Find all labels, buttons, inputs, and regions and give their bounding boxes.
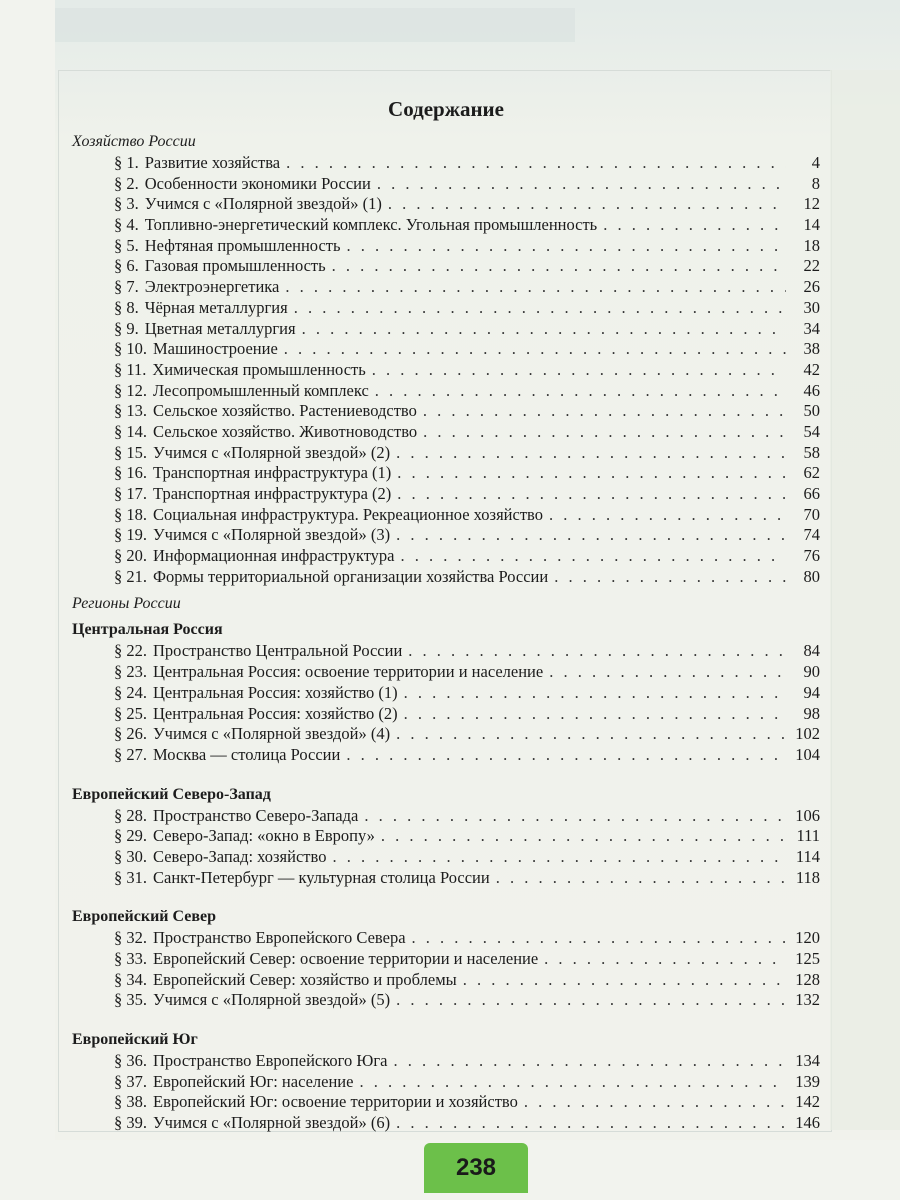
toc-entry[interactable] — [72, 949, 820, 970]
toc-entry-number: § 12. — [114, 380, 147, 400]
toc-entry-page: 76 — [803, 546, 820, 566]
toc-leader-dots — [332, 847, 786, 868]
toc-entry[interactable] — [72, 990, 820, 1011]
toc-leader-dots — [423, 401, 786, 422]
toc-entry-page: 18 — [803, 235, 820, 255]
toc-leader-dots — [549, 662, 786, 683]
toc-entry-number: § 7. — [114, 277, 139, 297]
toc-entry[interactable] — [72, 1092, 820, 1113]
toc-entry-page: 74 — [803, 525, 820, 545]
toc-leader-dots — [284, 339, 786, 360]
toc-leader-dots — [404, 704, 786, 725]
toc-leader-dots — [397, 463, 786, 484]
toc-entry[interactable] — [72, 567, 820, 588]
toc-entry-number: § 24. — [114, 682, 147, 702]
page-number-badge: 238 — [424, 1143, 528, 1193]
toc-entry-title: Санкт-Петербург — культурная столица России — [153, 867, 490, 887]
toc-entry-number: § 30. — [114, 846, 147, 866]
toc-entry-title: Развитие хозяйства — [144, 153, 281, 172]
toc-entry-title: Транспортная инфраструктура (1) — [153, 463, 392, 483]
toc-entry-number: § 16. — [114, 463, 147, 483]
toc-entry-number: § 37. — [114, 1071, 147, 1091]
page-title: Содержание — [388, 97, 504, 121]
toc-entry-number: § 6. — [114, 256, 139, 276]
toc-entry-page: 4 — [811, 153, 820, 172]
toc-entry-page: 102 — [795, 724, 820, 744]
toc-entry[interactable] — [72, 724, 820, 745]
toc-entry[interactable] — [72, 256, 820, 277]
toc-leader-dots — [285, 277, 786, 298]
toc-entry-number: § 13. — [114, 401, 147, 421]
toc-leader-dots — [544, 949, 786, 970]
toc-entry-title: Лесопромышленный комплекс — [153, 380, 369, 400]
toc-entry-number: § 15. — [114, 442, 147, 462]
toc-entry-number: § 31. — [114, 867, 147, 887]
toc-entry-page: 50 — [803, 401, 820, 421]
toc-leader-dots — [372, 360, 786, 381]
toc-entry-title: Электроэнергетика — [144, 277, 280, 297]
toc-entry-number: § 33. — [114, 949, 147, 968]
toc-entry[interactable] — [72, 1072, 820, 1093]
toc-entry-page: 132 — [795, 990, 820, 1010]
toc-entry[interactable] — [72, 215, 820, 236]
toc-leader-dots — [302, 319, 786, 340]
toc-entry-number: § 18. — [114, 504, 147, 524]
toc-leader-dots — [396, 443, 786, 464]
section-heading-economy: Хозяйство России — [72, 133, 196, 150]
toc-entry-number: § 22. — [114, 641, 147, 661]
toc-entry[interactable] — [72, 194, 820, 215]
toc-entry-title: Нефтяная промышленность — [144, 235, 341, 255]
toc-entry-number: § 36. — [114, 1051, 147, 1071]
toc-entry[interactable] — [72, 683, 820, 704]
toc-entry-title: Учимся с «Полярной звездой» (2) — [153, 442, 391, 462]
toc-entry-page: 120 — [795, 928, 820, 948]
toc-entry-title: Москва — столица России — [153, 744, 341, 764]
toc-leader-dots — [364, 806, 786, 827]
toc-entry[interactable] — [72, 704, 820, 725]
toc-entry-title: Особенности экономики России — [144, 173, 371, 193]
toc-leader-dots — [396, 724, 786, 745]
toc-entry-title: Центральная Россия: хозяйство (2) — [153, 703, 398, 723]
toc-entry-title: Пространство Европейского Севера — [153, 928, 406, 948]
toc-entry-title: Пространство Центральной России — [153, 641, 403, 661]
toc-entry-number: § 14. — [114, 421, 147, 441]
toc-leader-dots — [377, 174, 786, 195]
toc-entry-page: 46 — [803, 380, 820, 400]
toc-entry-number: § 19. — [114, 525, 147, 545]
toc-leader-dots — [346, 745, 786, 766]
toc-entry[interactable] — [72, 970, 820, 991]
toc-leader-dots — [412, 928, 786, 949]
toc-entry-page: 125 — [795, 949, 820, 968]
background-header-strip — [55, 8, 575, 42]
toc-entry[interactable] — [72, 401, 820, 422]
toc-entry-number: § 35. — [114, 990, 147, 1010]
toc-leader-dots — [396, 525, 786, 546]
toc-entry-number: § 11. — [114, 359, 147, 379]
toc-entry-title: Европейский Север: хозяйство и проблемы — [153, 969, 457, 989]
toc-entry[interactable] — [72, 153, 820, 174]
toc-entry[interactable] — [72, 339, 820, 360]
region-group-heading: Европейский Север — [72, 908, 216, 926]
toc-entry-title: Транспортная инфраструктура (2) — [153, 484, 392, 503]
toc-entry[interactable] — [72, 277, 820, 298]
toc-leader-dots — [396, 990, 786, 1011]
toc-leader-dots — [463, 970, 786, 991]
toc-entry-page: 90 — [803, 662, 820, 682]
region-group-heading: Европейский Северо-Запад — [72, 785, 271, 803]
toc-entry-page: 134 — [795, 1051, 820, 1071]
toc-entry-title: Чёрная металлургия — [144, 297, 288, 317]
toc-entry-number: § 21. — [114, 566, 147, 586]
toc-leader-dots — [388, 194, 786, 215]
toc-entry[interactable] — [72, 463, 820, 484]
toc-leader-dots — [381, 826, 786, 847]
toc-entry-number: § 3. — [114, 194, 139, 214]
toc-entry[interactable] — [72, 443, 820, 464]
toc-entry-page: 34 — [803, 318, 820, 338]
toc-entry[interactable] — [72, 1051, 820, 1072]
toc-leader-dots — [397, 484, 786, 505]
toc-entry-title: Учимся с «Полярной звездой» (1) — [144, 194, 382, 214]
toc-leader-dots — [496, 868, 786, 889]
toc-entry-title: Машиностроение — [153, 339, 278, 359]
toc-leader-dots — [294, 298, 786, 319]
toc-entry[interactable] — [72, 662, 820, 683]
toc-entry-number: § 1. — [114, 153, 139, 172]
toc-entry-page: 142 — [795, 1092, 820, 1112]
toc-entry-title: Формы территориальной организации хозяйства России — [153, 566, 549, 586]
toc-leader-dots — [401, 546, 786, 567]
toc-entry-title: Сельское хозяйство. Растениеводство — [153, 401, 417, 421]
toc-entry-number: § 25. — [114, 703, 147, 723]
toc-entry[interactable] — [72, 484, 820, 505]
toc-entry-number: § 29. — [114, 826, 147, 846]
toc-entry[interactable] — [72, 847, 820, 868]
toc-leader-dots — [396, 1113, 786, 1134]
toc-entry-page: 139 — [795, 1071, 820, 1091]
toc-leader-dots — [347, 236, 786, 257]
toc-entry[interactable] — [72, 360, 820, 381]
toc-entry-page: 62 — [803, 463, 820, 483]
region-group-heading: Центральная Россия — [72, 621, 223, 639]
toc-entry-title: Северо-Запад: хозяйство — [153, 846, 327, 866]
toc-leader-dots — [423, 422, 786, 443]
toc-entry-number: § 4. — [114, 215, 139, 235]
toc-leader-dots — [408, 641, 786, 662]
toc-entry-page: 42 — [803, 359, 820, 379]
toc-entry[interactable] — [72, 319, 820, 340]
toc-entry-title: Учимся с «Полярной звездой» (5) — [153, 990, 391, 1010]
toc-entry[interactable] — [72, 236, 820, 257]
toc-entry[interactable] — [72, 525, 820, 546]
toc-entry-title: Учимся с «Полярной звездой» (6) — [153, 1113, 391, 1133]
toc-entry-number: § 28. — [114, 805, 147, 825]
toc-entry-title: Социальная инфраструктура. Рекреационное хозяйство — [153, 504, 543, 524]
toc-entry-page: 106 — [795, 805, 820, 825]
toc-entry-page: 104 — [795, 744, 820, 764]
section-heading-regions: Регионы России — [72, 595, 181, 613]
toc-entry[interactable] — [72, 928, 820, 949]
toc-entry[interactable] — [72, 174, 820, 195]
toc-entry-number: § 9. — [114, 318, 139, 338]
toc-entry[interactable] — [72, 422, 820, 443]
toc-entry[interactable] — [72, 381, 820, 402]
toc-entry-title: Центральная Россия: хозяйство (1) — [153, 682, 398, 702]
toc-entry-number: § 20. — [114, 546, 147, 566]
toc-entry-page: 12 — [803, 194, 820, 214]
toc-leader-dots — [375, 381, 786, 402]
toc-leader-dots — [332, 256, 786, 277]
toc-entry-number: § 32. — [114, 928, 147, 948]
toc-entry-title: Северо-Запад: «окно в Европу» — [153, 826, 375, 846]
background-map-edge — [830, 70, 900, 1130]
economy-list — [72, 153, 820, 587]
toc-leader-dots — [393, 1051, 786, 1072]
toc-entry[interactable] — [72, 806, 820, 827]
region-group-heading: Европейский Юг — [72, 1031, 198, 1049]
toc-entry-number: § 8. — [114, 297, 139, 317]
toc-entry-title: Европейский Юг: население — [153, 1071, 354, 1091]
toc-entry-page: 58 — [803, 442, 820, 462]
toc-entry-page: 128 — [795, 969, 820, 989]
toc-entry-page: 146 — [795, 1113, 820, 1133]
toc-entry-page: 30 — [803, 297, 820, 317]
toc-entry-title: Информационная инфраструктура — [153, 546, 395, 566]
toc-entry-title: Пространство Северо-Запада — [153, 805, 359, 825]
toc-leader-dots — [554, 567, 786, 588]
toc-entry-number: § 2. — [114, 173, 139, 193]
toc-entry[interactable] — [72, 546, 820, 567]
toc-entry[interactable] — [72, 505, 820, 526]
toc-entry-title: Европейский Юг: освоение территории и хозяйство — [153, 1092, 518, 1112]
toc-entry-number: § 26. — [114, 724, 147, 744]
toc-entry-title: Европейский Север: освоение территории и население — [153, 949, 539, 968]
toc-entry-number: § 10. — [114, 339, 147, 359]
toc-entry-page: 70 — [803, 504, 820, 524]
toc-entry-number: § 38. — [114, 1092, 147, 1112]
toc-entry-page: 54 — [803, 421, 820, 441]
table-of-contents — [72, 95, 820, 1134]
toc-entry-page: 80 — [803, 566, 820, 586]
toc-entry-page: 114 — [795, 846, 820, 866]
toc-entry-title: Центральная Россия: освоение территории и население — [153, 662, 544, 682]
toc-entry[interactable] — [72, 868, 820, 889]
toc-entry-page: 111 — [796, 826, 820, 846]
toc-leader-dots — [603, 215, 786, 236]
toc-entry-page: 14 — [803, 215, 820, 235]
toc-entry-title: Пространство Европейского Юга — [153, 1051, 388, 1071]
toc-leader-dots — [549, 505, 786, 526]
toc-leader-dots — [404, 683, 786, 704]
toc-leader-dots — [286, 153, 786, 174]
toc-entry-title: Учимся с «Полярной звездой» (3) — [153, 525, 391, 545]
toc-leader-dots — [524, 1092, 786, 1113]
toc-entry[interactable] — [72, 641, 820, 662]
toc-entry-number: § 17. — [114, 484, 147, 503]
toc-entry-number: § 27. — [114, 744, 147, 764]
toc-entry-number: § 39. — [114, 1113, 147, 1133]
toc-entry-title: Сельское хозяйство. Животноводство — [153, 421, 418, 441]
toc-entry-page: 38 — [803, 339, 820, 359]
toc-entry-title: Химическая промышленность — [152, 359, 366, 379]
toc-entry[interactable] — [72, 826, 820, 847]
toc-entry-title: Топливно-энергетический комплекс. Угольная промышленность — [144, 215, 598, 235]
regions-list — [72, 619, 820, 1133]
toc-entry-page: 118 — [795, 867, 820, 887]
toc-entry-title: Цветная металлургия — [144, 318, 296, 338]
toc-entry-page: 94 — [803, 682, 820, 702]
toc-entry[interactable] — [72, 1113, 820, 1134]
toc-entry-page: 98 — [803, 703, 820, 723]
toc-entry-page: 8 — [811, 173, 820, 193]
toc-entry-number: § 34. — [114, 969, 147, 989]
toc-leader-dots — [359, 1072, 786, 1093]
toc-entry[interactable] — [72, 745, 820, 766]
toc-entry-page: 26 — [803, 277, 820, 297]
toc-entry-page: 66 — [803, 484, 820, 503]
toc-entry-title: Газовая промышленность — [144, 256, 326, 276]
toc-entry-page: 84 — [803, 641, 820, 661]
toc-entry-page: 22 — [803, 256, 820, 276]
toc-entry-title: Учимся с «Полярной звездой» (4) — [153, 724, 391, 744]
toc-entry[interactable] — [72, 298, 820, 319]
toc-entry-number: § 5. — [114, 235, 139, 255]
toc-entry-number: § 23. — [114, 662, 147, 682]
